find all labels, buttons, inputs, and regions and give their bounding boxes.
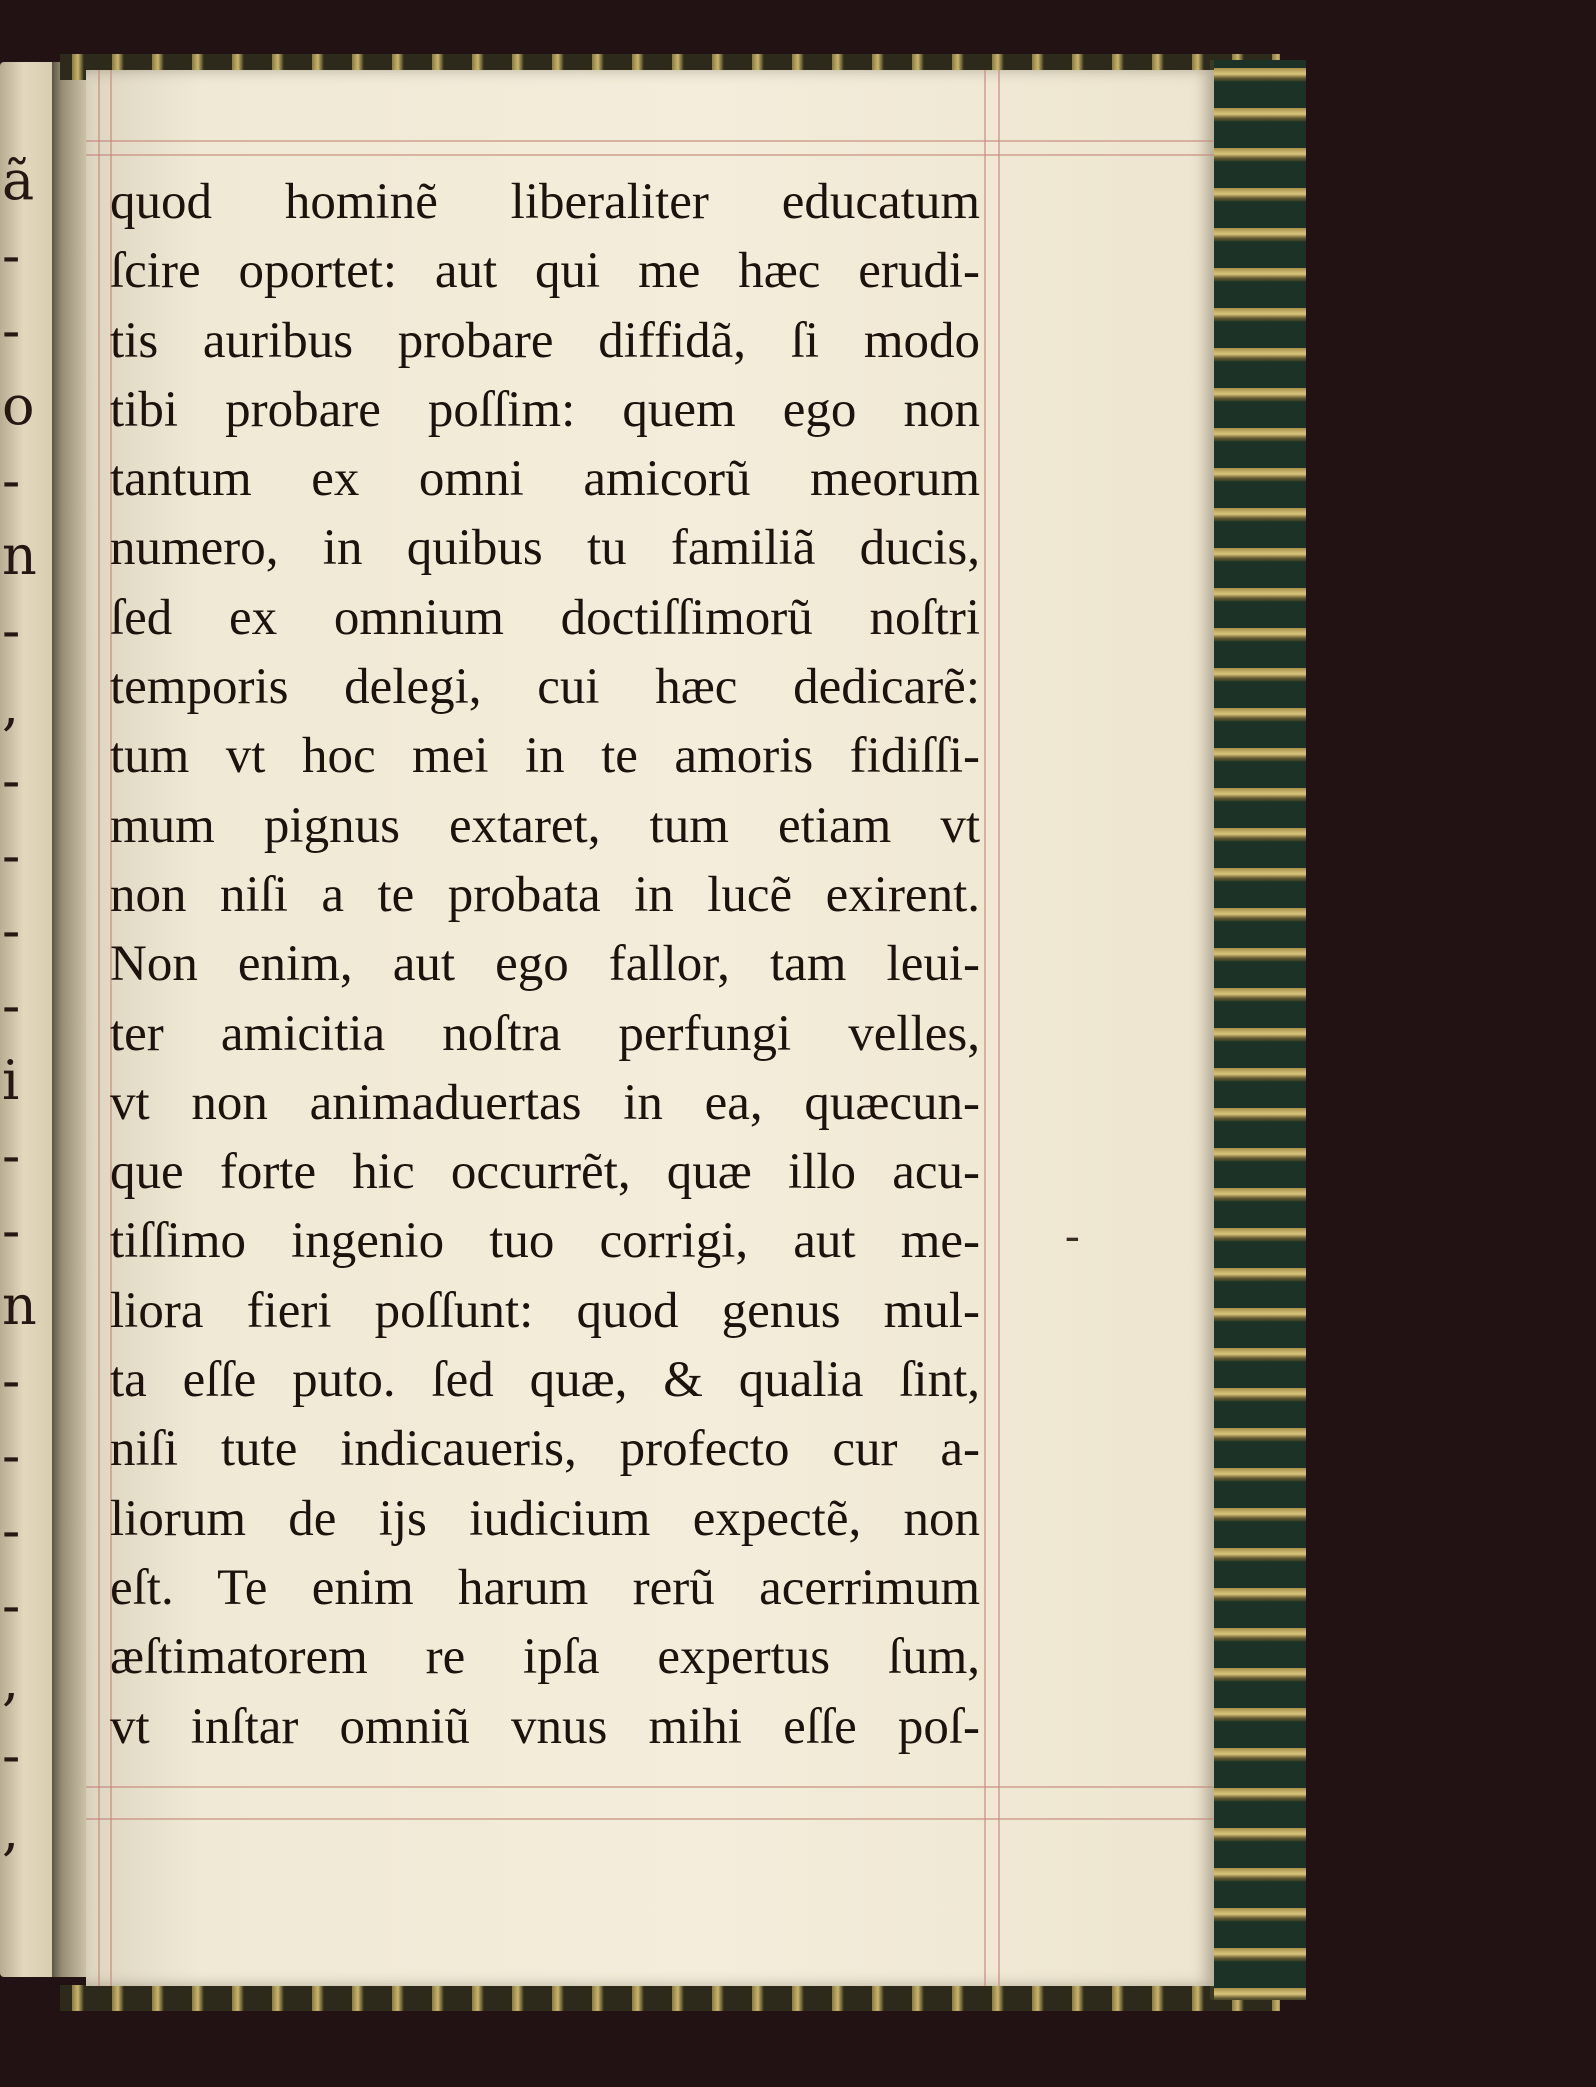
text-line: quod hominẽ liberaliter educatum [110, 174, 980, 230]
text-line: niſi tute indicaueris, profecto cur a- [110, 1421, 980, 1478]
text-line: ſcire oportet: aut qui me hæc erudi- [110, 243, 980, 300]
left-page-fragment: - [2, 299, 21, 362]
book-gutter [52, 62, 86, 1977]
ruled-line-left-outer [98, 70, 100, 1986]
left-page-fragment: - [2, 449, 21, 512]
left-page [0, 62, 52, 1977]
text-line: numero, in quibus tu familiã ducis, [110, 520, 980, 577]
ruled-line-right-inner [984, 70, 986, 1986]
text-line: tiſſimo ingenio tuo corrigi, aut me- [110, 1213, 980, 1270]
text-line: tis auribus probare diffidã, ſi modo [110, 312, 980, 369]
left-page-fragment: - [2, 599, 21, 662]
left-page-fragment: - [2, 1499, 21, 1562]
left-page-fragment: n [2, 1274, 37, 1337]
left-page-fragment: , [2, 1799, 20, 1862]
text-line: ter amicitia noſtra perfungi velles, [110, 1005, 980, 1062]
text-line: eſt. Te enim harum rerũ acerrimum [110, 1559, 980, 1616]
text-line: temporis delegi, cui hæc dedicarẽ: [110, 659, 980, 716]
left-page-fragment: o [2, 374, 35, 437]
text-line: liora fieri poſſunt: quod genus mul- [110, 1282, 980, 1339]
left-page-fragment: - [2, 899, 21, 962]
text-line: non niſi a te probata in lucẽ exirent. [110, 866, 980, 923]
left-page-fragment: - [2, 974, 21, 1037]
ruled-line-bottom-inner [86, 1786, 1214, 1788]
margin-mark: - [1065, 1211, 1080, 1260]
text-line: vt non animaduertas in ea, quæcun- [110, 1074, 980, 1131]
text-line: liorum de ijs iudicium expectẽ, non [110, 1490, 980, 1547]
left-page-fragment: - [2, 224, 21, 287]
text-line: ta eſſe puto. ſed quæ, & qualia ſint, [110, 1352, 980, 1409]
text-line: mum pignus extaret, tum etiam vt [110, 797, 980, 854]
left-page-fragment: i [2, 1049, 20, 1112]
text-line: Non enim, aut ego fallor, tam leui- [110, 936, 980, 993]
left-page-fragment: ã [2, 149, 35, 212]
text-line: tantum ex omni amicorũ meorum [110, 451, 980, 508]
text-line: vt inſtar omniũ vnus mihi eſſe poſ- [110, 1698, 980, 1755]
gilt-fore-edge [1210, 60, 1306, 2000]
left-page-fragment: - [2, 1724, 21, 1787]
left-page-fragment: - [2, 1124, 21, 1187]
left-page-fragment: n [2, 524, 37, 587]
left-page-fragment: - [2, 749, 21, 812]
text-line: tibi probare poſſim: quem ego non [110, 381, 980, 438]
ruled-line-bottom-outer [86, 1818, 1214, 1820]
text-line: æſtimatorem re ipſa expertus ſum, [110, 1629, 980, 1686]
left-page-fragment: - [2, 1199, 21, 1262]
text-line: que forte hic occurrẽt, quæ illo acu- [110, 1144, 980, 1201]
ruled-line-top-outer [86, 140, 1214, 142]
text-line: ſed ex omnium doctiſſimorũ noſtri [110, 589, 980, 646]
left-page-fragment: - [2, 1574, 21, 1637]
left-page-text-fragments [2, 149, 50, 1874]
left-page-fragment: - [2, 824, 21, 887]
left-page-fragment: - [2, 1424, 21, 1487]
ruled-line-top-inner [86, 154, 1214, 156]
ruled-line-right-outer [998, 70, 1000, 1986]
left-page-fragment: , [2, 1649, 20, 1712]
text-line: tum vt hoc mei in te amoris fidiſſi- [110, 728, 980, 785]
gilt-bottom-edge [60, 1985, 1280, 2011]
page-text-block [110, 168, 980, 1762]
left-page-fragment: , [2, 674, 20, 737]
left-page-fragment: - [2, 1349, 21, 1412]
